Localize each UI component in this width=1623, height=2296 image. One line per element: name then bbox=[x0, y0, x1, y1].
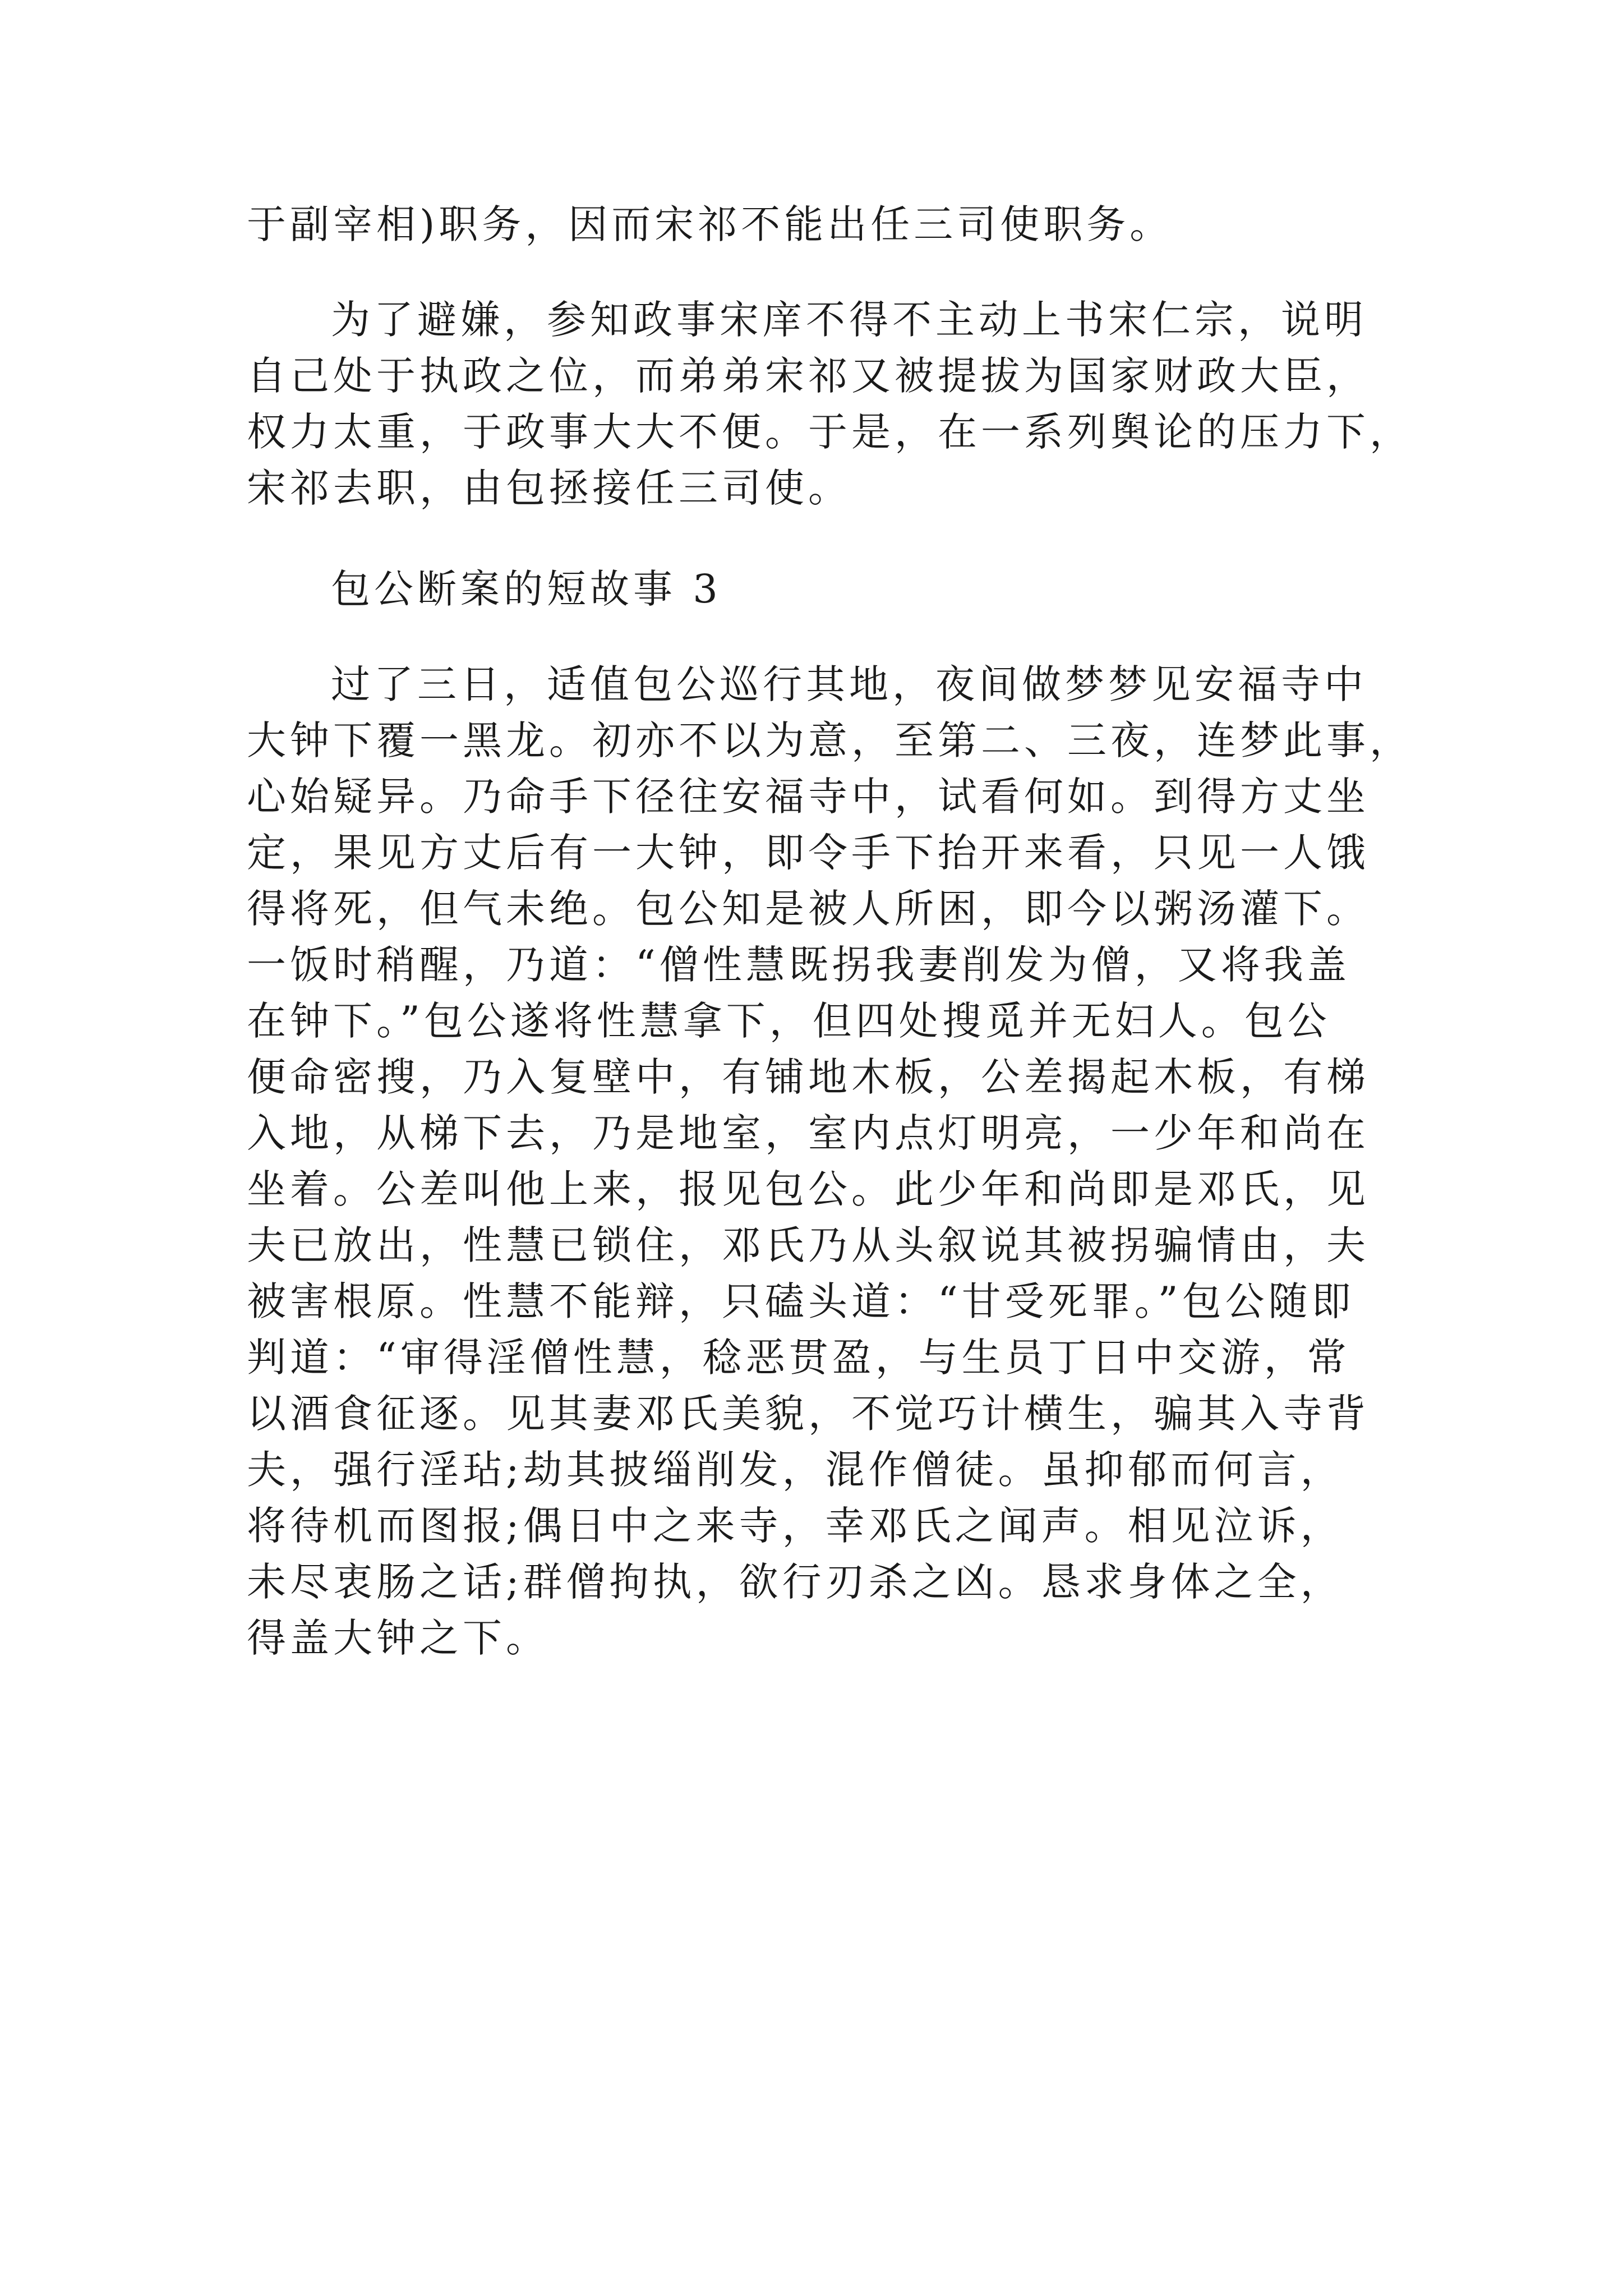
text-line: 在钟下。”包公遂将性慧拿下，但四处搜觅并无妇人。包公 bbox=[247, 998, 1331, 1044]
text-line: 自己处于执政之位，而弟弟宋祁又被提拔为国家财政大臣， bbox=[247, 353, 1370, 399]
text-line: 入地，从梯下去，乃是地室，室内点灯明亮，一少年和尚在 bbox=[247, 1110, 1370, 1156]
paragraph-first-line: 过了三日，适值包公巡行其地，夜间做梦梦见安福寺中 bbox=[331, 661, 1367, 707]
text-line: 宋祁去职，由包拯接任三司使。 bbox=[247, 465, 851, 511]
paragraph-first-line: 为了避嫌，参知政事宋庠不得不主动上书宋仁宗，说明 bbox=[331, 297, 1367, 343]
text-line: 夫已放出，性慧已锁住，邓氏乃从头叙说其被拐骗情由，夫 bbox=[247, 1222, 1370, 1268]
text-line: 被害根原。性慧不能辩，只磕头道：“甘受死罪。”包公随即 bbox=[247, 1278, 1355, 1324]
text-line: 坐着。公差叫他上来，报见包公。此少年和尚即是邓氏，见 bbox=[247, 1166, 1370, 1212]
text-line: 得盖大钟之下。 bbox=[247, 1615, 549, 1661]
text-line: 权力太重，于政事大大不便。于是，在一系列舆论的压力下， bbox=[247, 409, 1413, 455]
text-line: 大钟下覆一黑龙。初亦不以为意，至第二、三夜，连梦此事， bbox=[247, 717, 1413, 763]
text-line: 心始疑异。乃命手下径往安福寺中，试看何如。到得方丈坐 bbox=[247, 774, 1370, 820]
text-line: 于副宰相)职务，因而宋祁不能出任三司使职务。 bbox=[247, 201, 1173, 247]
text-line: 以酒食征逐。见其妻邓氏美貌，不觉巧计横生，骗其入寺背 bbox=[247, 1391, 1370, 1437]
text-line: 一饭时稍醒，乃道：“僧性慧既拐我妻削发为僧，又将我盖 bbox=[247, 942, 1350, 988]
text-line: 将待机而图报;偶日中之来寺，幸邓氏之闻声。相见泣诉， bbox=[247, 1503, 1344, 1549]
text-line: 未尽衷肠之话;群僧拘执，欲行刃杀之凶。恳求身体之全， bbox=[247, 1559, 1344, 1605]
text-line: 便命密搜，乃入复壁中，有铺地木板，公差揭起木板，有梯 bbox=[247, 1054, 1370, 1100]
text-line: 得将死，但气未绝。包公知是被人所困，即今以粥汤灌下。 bbox=[247, 886, 1370, 932]
text-line: 夫，强行淫玷;劫其披缁削发，混作僧徒。虽抑郁而何言， bbox=[247, 1447, 1344, 1493]
section-heading: 包公断案的短故事 3 bbox=[331, 566, 722, 612]
text-line: 判道：“审得淫僧性慧，稔恶贯盈，与生员丁日中交游，常 bbox=[247, 1335, 1350, 1381]
text-line: 定，果见方丈后有一大钟，即令手下抬开来看，只见一人饿 bbox=[247, 830, 1370, 876]
